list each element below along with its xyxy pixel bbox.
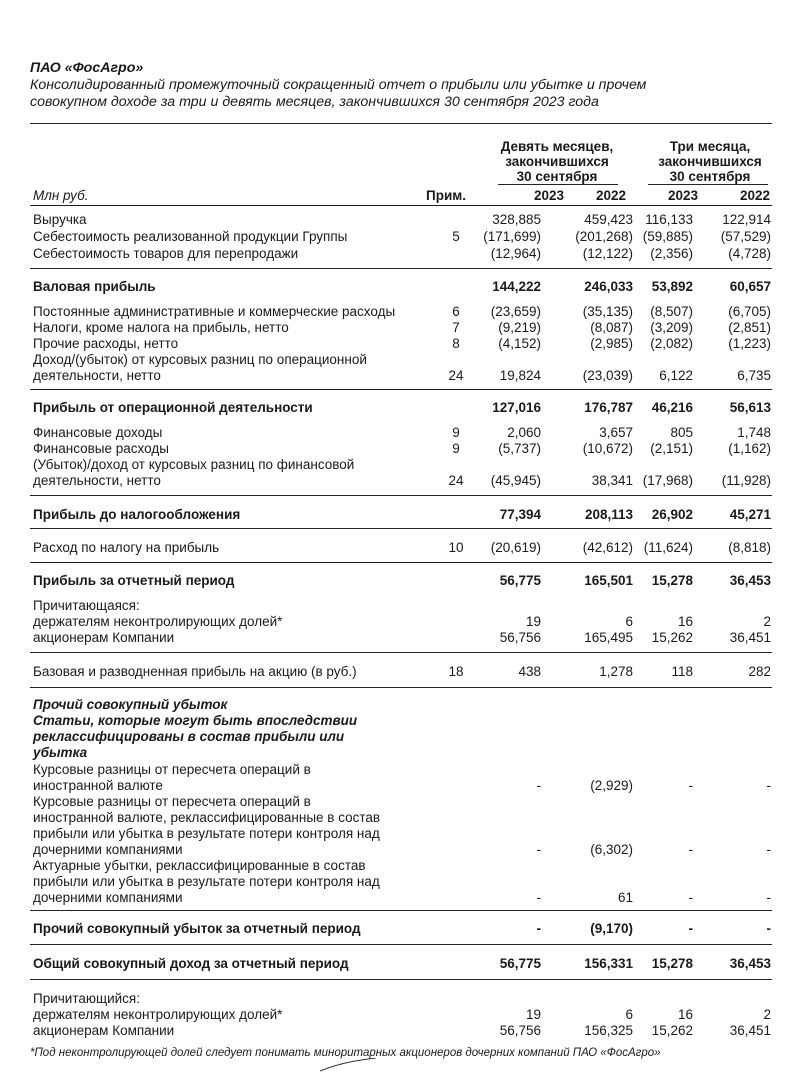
value-3m-2022: - <box>766 921 771 936</box>
value-3m-2023: 805 <box>670 425 693 440</box>
row-note: 10 <box>448 540 464 555</box>
report-title-line-2: совокупном доходе за три и девять месяцев, закончившихся 30 сентября 2023 года <box>30 94 599 110</box>
value-3m-2023: 46,216 <box>651 400 693 415</box>
value-9m-2022: (8,087) <box>590 320 633 335</box>
divider <box>30 495 772 496</box>
three-months-rule <box>648 184 768 185</box>
divider <box>30 652 772 653</box>
value-3m-2022: (57,529) <box>720 229 771 244</box>
value-3m-2022: (4,728) <box>728 246 771 261</box>
row-note: 8 <box>452 336 460 351</box>
value-9m-2022: 156,331 <box>584 956 633 971</box>
col-nine-months-header <box>482 139 632 184</box>
value-3m-2023: (2,356) <box>650 246 693 261</box>
report-title-line-1: Консолидированный промежуточный сокращенный отчет о прибыли или убытке и прочем <box>30 77 647 93</box>
value-9m-2023: 56,756 <box>499 1023 541 1038</box>
value-9m-2023: (12,964) <box>490 246 541 261</box>
value-3m-2022: 56,613 <box>729 400 771 415</box>
row-label: акционерам Компании <box>33 1023 175 1038</box>
oci-subheading-line-2: реклассифицированы в состав прибыли или <box>33 729 345 744</box>
row-label: Прибыль за отчетный период <box>33 573 235 588</box>
value-9m-2023: (4,152) <box>498 336 541 351</box>
value-9m-2022: 1,278 <box>599 664 633 679</box>
value-9m-2023: 19 <box>525 614 541 629</box>
divider <box>30 528 772 529</box>
row-label: иностранной валюте, реклассифицированные в состав <box>33 810 381 825</box>
value-9m-2023: 2,060 <box>507 425 541 440</box>
col-three-months-line-3: 30 сентября <box>669 169 751 184</box>
value-9m-2022: (2,929) <box>590 778 633 793</box>
row-label: Налоги, кроме налога на прибыль, нетто <box>33 320 289 335</box>
row-label: держателям неконтролирующих долей* <box>33 614 283 629</box>
row-label: Финансовые доходы <box>33 425 163 440</box>
value-9m-2023: (171,699) <box>483 229 541 244</box>
report-header <box>30 60 770 111</box>
value-3m-2022: 36,453 <box>729 956 771 971</box>
value-3m-2023: (2,151) <box>650 441 693 456</box>
value-3m-2022: 45,271 <box>729 507 771 522</box>
row-label: Курсовые разницы от пересчета операций в <box>33 762 311 777</box>
year-2023-nine: 2023 <box>533 188 564 203</box>
value-9m-2023: 77,394 <box>499 507 541 522</box>
value-9m-2022: 38,341 <box>591 473 633 488</box>
row-label: прибыли или убытка в результате потери контроля над <box>33 874 380 889</box>
notes-header: Прим. <box>426 188 466 203</box>
value-3m-2023: 16 <box>677 1007 693 1022</box>
row-label: Расход по налогу на прибыль <box>33 540 220 555</box>
value-9m-2023: 19,824 <box>499 368 541 383</box>
divider <box>30 562 772 563</box>
row-note: 5 <box>452 229 460 244</box>
value-9m-2023: (9,219) <box>498 320 541 335</box>
value-9m-2022: 165,501 <box>584 573 633 588</box>
value-9m-2023: 56,775 <box>499 573 541 588</box>
divider <box>30 687 772 688</box>
row-label: Выручка <box>33 212 87 227</box>
value-9m-2022: 208,113 <box>584 507 633 522</box>
year-2023-three: 2023 <box>667 188 698 203</box>
row-label: прибыли или убытка в результате потери контроля над <box>33 826 380 841</box>
row-label: дочерними компаниями <box>33 890 183 905</box>
row-label: Актуарные убытки, реклассифицированные в состав <box>33 858 366 873</box>
value-3m-2022: 6,735 <box>737 368 771 383</box>
value-9m-2022: 176,787 <box>584 400 633 415</box>
row-label: Причитающаяся: <box>33 598 140 613</box>
value-3m-2022: (1,223) <box>728 336 771 351</box>
row-label: Себестоимость реализованной продукции Группы <box>33 229 348 244</box>
value-3m-2022: 2 <box>763 1007 771 1022</box>
divider <box>30 979 772 980</box>
value-3m-2022: (2,851) <box>728 320 771 335</box>
value-9m-2022: (23,039) <box>582 368 633 383</box>
value-9m-2023: (45,945) <box>490 473 541 488</box>
value-3m-2023: 16 <box>677 614 693 629</box>
value-9m-2023: (20,619) <box>490 540 541 555</box>
value-3m-2022: 122,914 <box>722 212 771 227</box>
row-label: (Убыток)/доход от курсовых разниц по финансовой <box>33 457 355 472</box>
value-3m-2022: - <box>766 842 771 857</box>
value-3m-2022: (8,818) <box>728 540 771 555</box>
value-9m-2022: 6 <box>625 614 633 629</box>
header-rule <box>30 123 772 124</box>
value-9m-2022: 246,033 <box>584 279 633 294</box>
value-9m-2022: (35,135) <box>582 304 633 319</box>
value-9m-2023: (23,659) <box>490 304 541 319</box>
value-9m-2022: (9,170) <box>590 921 633 936</box>
value-3m-2023: (3,209) <box>650 320 693 335</box>
value-3m-2022: (1,162) <box>728 441 771 456</box>
row-label: Прибыль до налогообложения <box>33 507 241 522</box>
value-9m-2023: 19 <box>525 1007 541 1022</box>
footnote: *Под неконтролирующей долей следует понимать миноритарных акционеров дочерних компаний ПАО «ФосАгро» <box>30 1047 661 1059</box>
value-3m-2022: 36,451 <box>729 1023 771 1038</box>
value-9m-2023: 56,775 <box>499 956 541 971</box>
value-3m-2022: 36,451 <box>729 630 771 645</box>
col-nine-months-line-1: Девять месяцев, <box>500 139 614 154</box>
row-label: Прочий совокупный убыток за отчетный период <box>33 921 361 936</box>
value-3m-2023: - <box>688 890 693 905</box>
row-note: 24 <box>448 368 464 383</box>
row-note: 9 <box>452 441 460 456</box>
value-3m-2023: 118 <box>671 664 693 679</box>
value-3m-2022: - <box>766 890 771 905</box>
value-9m-2023: - <box>536 890 541 905</box>
column-header-rule <box>30 205 772 206</box>
company-name: ПАО «ФосАгро» <box>30 60 144 76</box>
value-3m-2023: 26,902 <box>651 507 693 522</box>
value-9m-2022: 165,495 <box>584 630 633 645</box>
signature-mark-icon <box>318 1058 378 1072</box>
row-label: Прибыль от операционной деятельности <box>33 400 313 415</box>
row-label: дочерними компаниями <box>33 842 183 857</box>
value-9m-2022: 3,657 <box>599 425 633 440</box>
row-note: 18 <box>448 664 464 679</box>
value-9m-2023: 438 <box>518 664 541 679</box>
oci-subheading-line-3: убытка <box>33 745 88 760</box>
col-three-months-header <box>640 139 780 184</box>
value-9m-2023: - <box>536 921 541 936</box>
row-label: Прочие расходы, нетто <box>33 336 179 351</box>
value-9m-2022: 6 <box>625 1007 633 1022</box>
value-9m-2023: - <box>536 778 541 793</box>
row-label: иностранной валюте <box>33 778 163 793</box>
value-3m-2023: (2,082) <box>650 336 693 351</box>
value-9m-2023: 127,016 <box>492 400 541 415</box>
row-label: Базовая и разводненная прибыль на акцию (в руб.) <box>33 664 357 679</box>
row-label: Причитающийся: <box>33 991 140 1006</box>
value-9m-2022: (6,302) <box>590 842 633 857</box>
value-3m-2023: 15,262 <box>651 630 693 645</box>
value-3m-2023: (17,968) <box>642 473 693 488</box>
value-3m-2023: 15,278 <box>651 956 693 971</box>
value-3m-2023: (11,624) <box>643 540 693 555</box>
divider <box>30 944 772 945</box>
value-3m-2023: 15,278 <box>651 573 693 588</box>
value-3m-2023: - <box>688 921 693 936</box>
col-nine-months-line-3: 30 сентября <box>516 169 598 184</box>
row-note: 24 <box>448 473 464 488</box>
nine-months-rule <box>498 184 618 185</box>
value-3m-2023: 53,892 <box>651 279 693 294</box>
value-9m-2022: (2,985) <box>590 336 633 351</box>
value-9m-2022: (42,612) <box>582 540 633 555</box>
value-3m-2022: 36,453 <box>729 573 771 588</box>
value-3m-2022: - <box>766 778 771 793</box>
row-label: Финансовые расходы <box>33 441 169 456</box>
row-label: Валовая прибыль <box>33 279 156 294</box>
divider <box>30 389 772 390</box>
value-3m-2022: 1,748 <box>737 425 771 440</box>
value-9m-2023: - <box>536 842 541 857</box>
value-9m-2022: (201,268) <box>575 229 633 244</box>
value-9m-2023: 56,756 <box>499 630 541 645</box>
row-label: деятельности, нетто <box>33 473 161 488</box>
row-note: 6 <box>452 304 460 319</box>
row-label: Курсовые разницы от пересчета операций в <box>33 794 311 809</box>
unit-label: Млн руб. <box>33 188 89 203</box>
oci-subheading-line-1: Статьи, которые могут быть впоследствии <box>33 713 358 728</box>
col-nine-months-line-2: закончившихся <box>505 154 609 169</box>
value-3m-2022: 282 <box>748 664 771 679</box>
value-3m-2023: 116,133 <box>645 212 693 227</box>
row-label: деятельности, нетто <box>33 368 161 383</box>
row-label: Доход/(убыток) от курсовых разниц по операционной <box>33 352 367 367</box>
value-9m-2022: (10,672) <box>582 441 633 456</box>
value-3m-2023: (59,885) <box>642 229 693 244</box>
divider <box>30 910 772 911</box>
value-9m-2023: 144,222 <box>492 279 541 294</box>
row-note: 7 <box>452 320 460 335</box>
value-3m-2022: 60,657 <box>729 279 771 294</box>
value-9m-2022: 156,325 <box>584 1023 633 1038</box>
col-three-months-line-1: Три месяца, <box>669 139 751 154</box>
value-9m-2022: 61 <box>617 890 633 905</box>
value-3m-2022: (11,928) <box>721 473 771 488</box>
value-3m-2022: (6,705) <box>728 304 771 319</box>
row-label: акционерам Компании <box>33 630 175 645</box>
row-label: Себестоимость товаров для перепродажи <box>33 246 299 261</box>
value-9m-2022: (12,122) <box>582 246 633 261</box>
row-label: Общий совокупный доход за отчетный период <box>33 956 349 971</box>
value-3m-2023: (8,507) <box>650 304 693 319</box>
oci-heading: Прочий совокупный убыток <box>33 697 228 712</box>
row-label: Постоянные административные и коммерческие расходы <box>33 304 396 319</box>
row-note: 9 <box>452 425 460 440</box>
value-9m-2023: 328,885 <box>492 212 541 227</box>
value-9m-2023: (5,737) <box>498 441 541 456</box>
value-3m-2023: - <box>688 778 693 793</box>
row-label: держателям неконтролирующих долей* <box>33 1007 283 1022</box>
col-three-months-line-2: закончившихся <box>658 154 762 169</box>
divider <box>30 268 772 269</box>
year-2022-nine: 2022 <box>595 188 626 203</box>
year-2022-three: 2022 <box>739 188 770 203</box>
value-3m-2023: 6,122 <box>659 368 693 383</box>
value-9m-2022: 459,423 <box>584 212 633 227</box>
value-3m-2023: - <box>688 842 693 857</box>
value-3m-2023: 15,262 <box>651 1023 693 1038</box>
value-3m-2022: 2 <box>763 614 771 629</box>
